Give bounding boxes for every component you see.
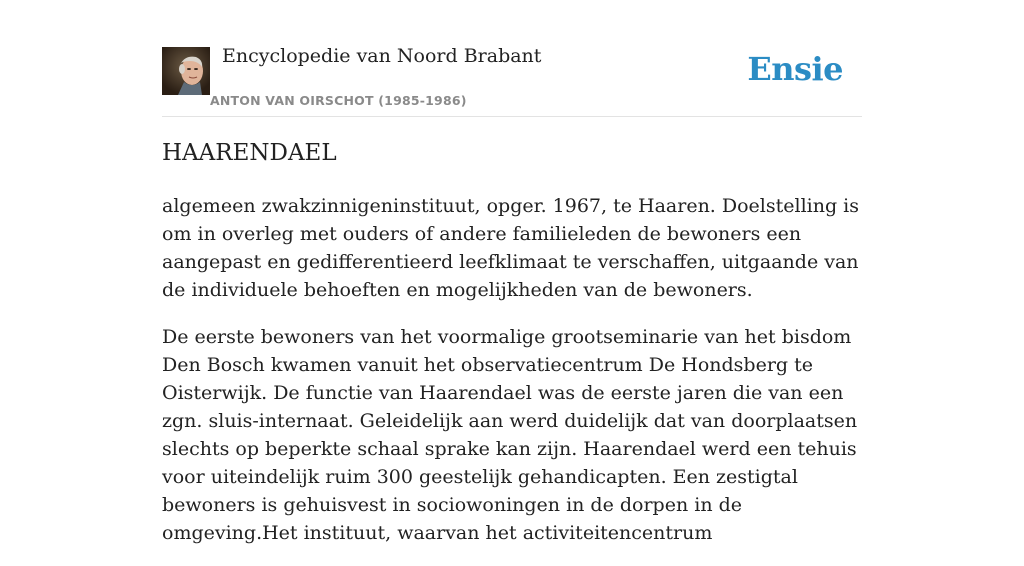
entry-headword: HAARENDAEL <box>162 140 337 166</box>
author-name[interactable]: ANTON VAN OIRSCHOT (1985-1986) <box>210 93 467 108</box>
author-avatar[interactable] <box>162 47 210 95</box>
entry-paragraph: De eerste bewoners van het voormalige grootseminarie van het bisdom Den Bosch kwamen vanuit het observatiecentrum De Hondsberg te Oisterwijk. De functie van Haarendael was de eerste jaren die van een zgn. sluis-internaat. Geleidelijk aan werd duidelijk dat van doorplaatsen slechts op beperkte schaal sprake kan zijn. Haarendael werd een tehuis voor uiteindelijk ruim 300 geestelijk gehandicapten. Een zestigtal bewoners is gehuisvest in sociowoningen in de dorpen in de omgeving.Het instituut, waarvan het activiteitencentrum <box>162 326 858 544</box>
brand-logo[interactable]: Ensie <box>747 50 843 88</box>
entry-body <box>162 192 862 566</box>
portrait-photo-icon <box>162 47 210 95</box>
source-title[interactable]: Encyclopedie van Noord Brabant <box>222 45 542 67</box>
header <box>162 0 862 117</box>
entry-paragraph: algemeen zwakzinnigeninstituut, opger. 1967, te Haaren. Doelstelling is om in overleg met ouders of andere familieleden de bewoners een aangepast en gedifferentieerd leefklimaat te verschaffen, uitgaande van de individuele behoeften en mogelijkheden van de bewoners. <box>162 195 860 301</box>
